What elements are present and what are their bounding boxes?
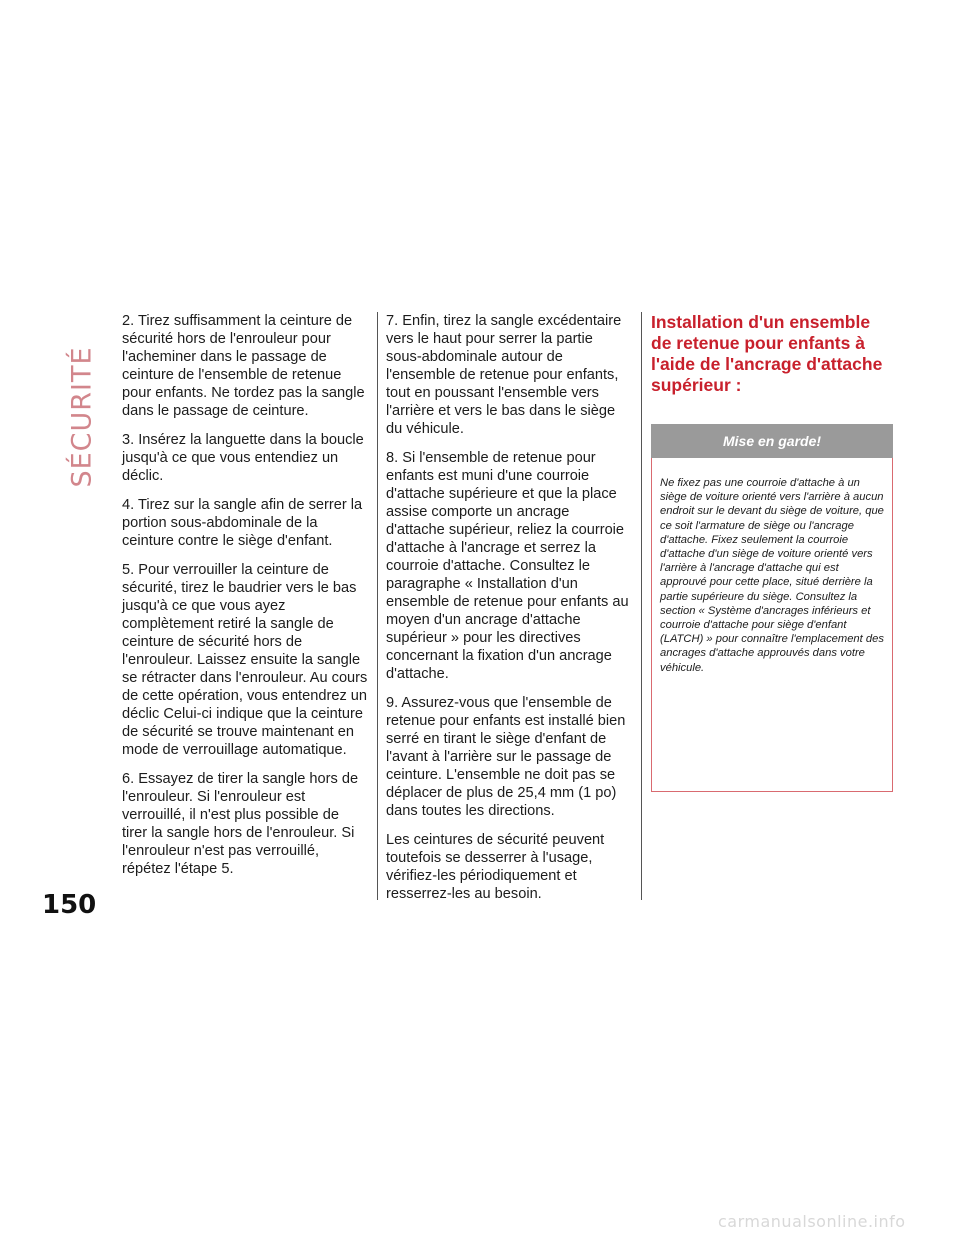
warning-title: Mise en garde! bbox=[722, 433, 822, 449]
warning-box bbox=[651, 424, 893, 792]
watermark: carmanualsonline.info bbox=[718, 1212, 906, 1231]
text-column-3 bbox=[651, 312, 895, 792]
section-tab-label: SÉCURITÉ bbox=[66, 346, 98, 488]
page-number: 150 bbox=[42, 890, 97, 920]
step-2-paragraph: 2. Tirez suffisamment la ceinture de sécurité hors de l'enrouleur pour l'acheminer dans le passage de ceinture de l'ensemble de retenue pour enfants. Ne tordez pas la sangle dans le passage de ceinture. bbox=[122, 313, 365, 419]
step-3-paragraph: 3. Insérez la languette dans la boucle jusqu'à ce que vous entendiez un déclic. bbox=[122, 432, 364, 484]
warning-header bbox=[651, 424, 893, 458]
step-8-paragraph: 8. Si l'ensemble de retenue pour enfants est muni d'une courroie d'attache supérieure et que la place assise comporte un ancrage d'attache supérieur, reliez la courroie d'attache à l'ancrage et serrez la courroie d'attache. Consultez le paragraphe « Installation d'un ensemble de retenue pour enfants au moyen d'un ancrage d'attache supérieur » pour les directives concernant la fixation d'un ancrage d'attache. bbox=[386, 450, 629, 682]
warning-text: Ne fixez pas une courroie d'attache à un siège de voiture orienté vers l'arrière à aucun endroit sur le devant du siège de voiture, que ce soit l'armature de siège ou l'ancrage d'attache. Fixez seulement la courroie d'attache d'un siège de voiture orienté vers l'arrière à l'ancrage d'attache qui est approuvé pour cette place, situé derrière la partie supérieure du siège. Consultez la section « Système d'ancrages inférieurs et courroie d'attache pour siège d'enfant (LATCH) » pour connaître l'emplacement des ancrages d'attache approuvés dans votre véhicule. bbox=[660, 477, 884, 674]
step-6-paragraph: 6. Essayez de tirer la sangle hors de l'enrouleur. Si l'enrouleur est verrouillé, il n'est plus possible de tirer la sangle hors de l'enrouleur. Si l'enrouleur n'est pas verrouillé, répétez l'étape 5. bbox=[122, 771, 359, 877]
step-4-paragraph: 4. Tirez sur la sangle afin de serrer la portion sous-abdominale de la ceinture contre le siège d'enfant. bbox=[122, 497, 363, 549]
column-divider-2 bbox=[641, 312, 642, 900]
section-tab bbox=[52, 312, 112, 522]
column-divider-1 bbox=[377, 312, 378, 900]
text-column-2 bbox=[386, 312, 630, 914]
step-7-paragraph: 7. Enfin, tirez la sangle excédentaire vers le haut pour serrer la partie sous-abdominale autour de l'ensemble de retenue pour enfants, tout en poussant l'ensemble vers l'arrière et vers le bas dans le siège du véhicule. bbox=[386, 313, 622, 437]
text-column-1 bbox=[122, 312, 368, 889]
step-5-paragraph: 5. Pour verrouiller la ceinture de sécurité, tirez le baudrier vers le bas jusqu'à ce que vous ayez complètement retiré la sangle de ceinture de sécurité hors de l'enrouleur. Laissez ensuite la sangle se rétracter dans l'enrouleur. Au cours de cette opération, vous entendrez un déclic Celui-ci indique que la ceinture de sécurité se trouve maintenant en mode de verrouillage automatique. bbox=[122, 562, 368, 758]
step-9-paragraph: 9. Assurez-vous que l'ensemble de retenue pour enfants est installé bien serré en tirant le siège d'enfant de l'avant à l'arrière sur le passage de ceinture. L'ensemble ne doit pas se déplacer de plus de 25,4 mm (1 po) dans toutes les directions. bbox=[386, 695, 626, 819]
note-paragraph: Les ceintures de sécurité peuvent toutefois se desserrer à l'usage, vérifiez-les périodiquement et resserrez-les au besoin. bbox=[386, 832, 605, 902]
section-heading: Installation d'un ensemble de retenue pour enfants à l'aide de l'ancrage d'attache supérieur : bbox=[651, 312, 883, 395]
